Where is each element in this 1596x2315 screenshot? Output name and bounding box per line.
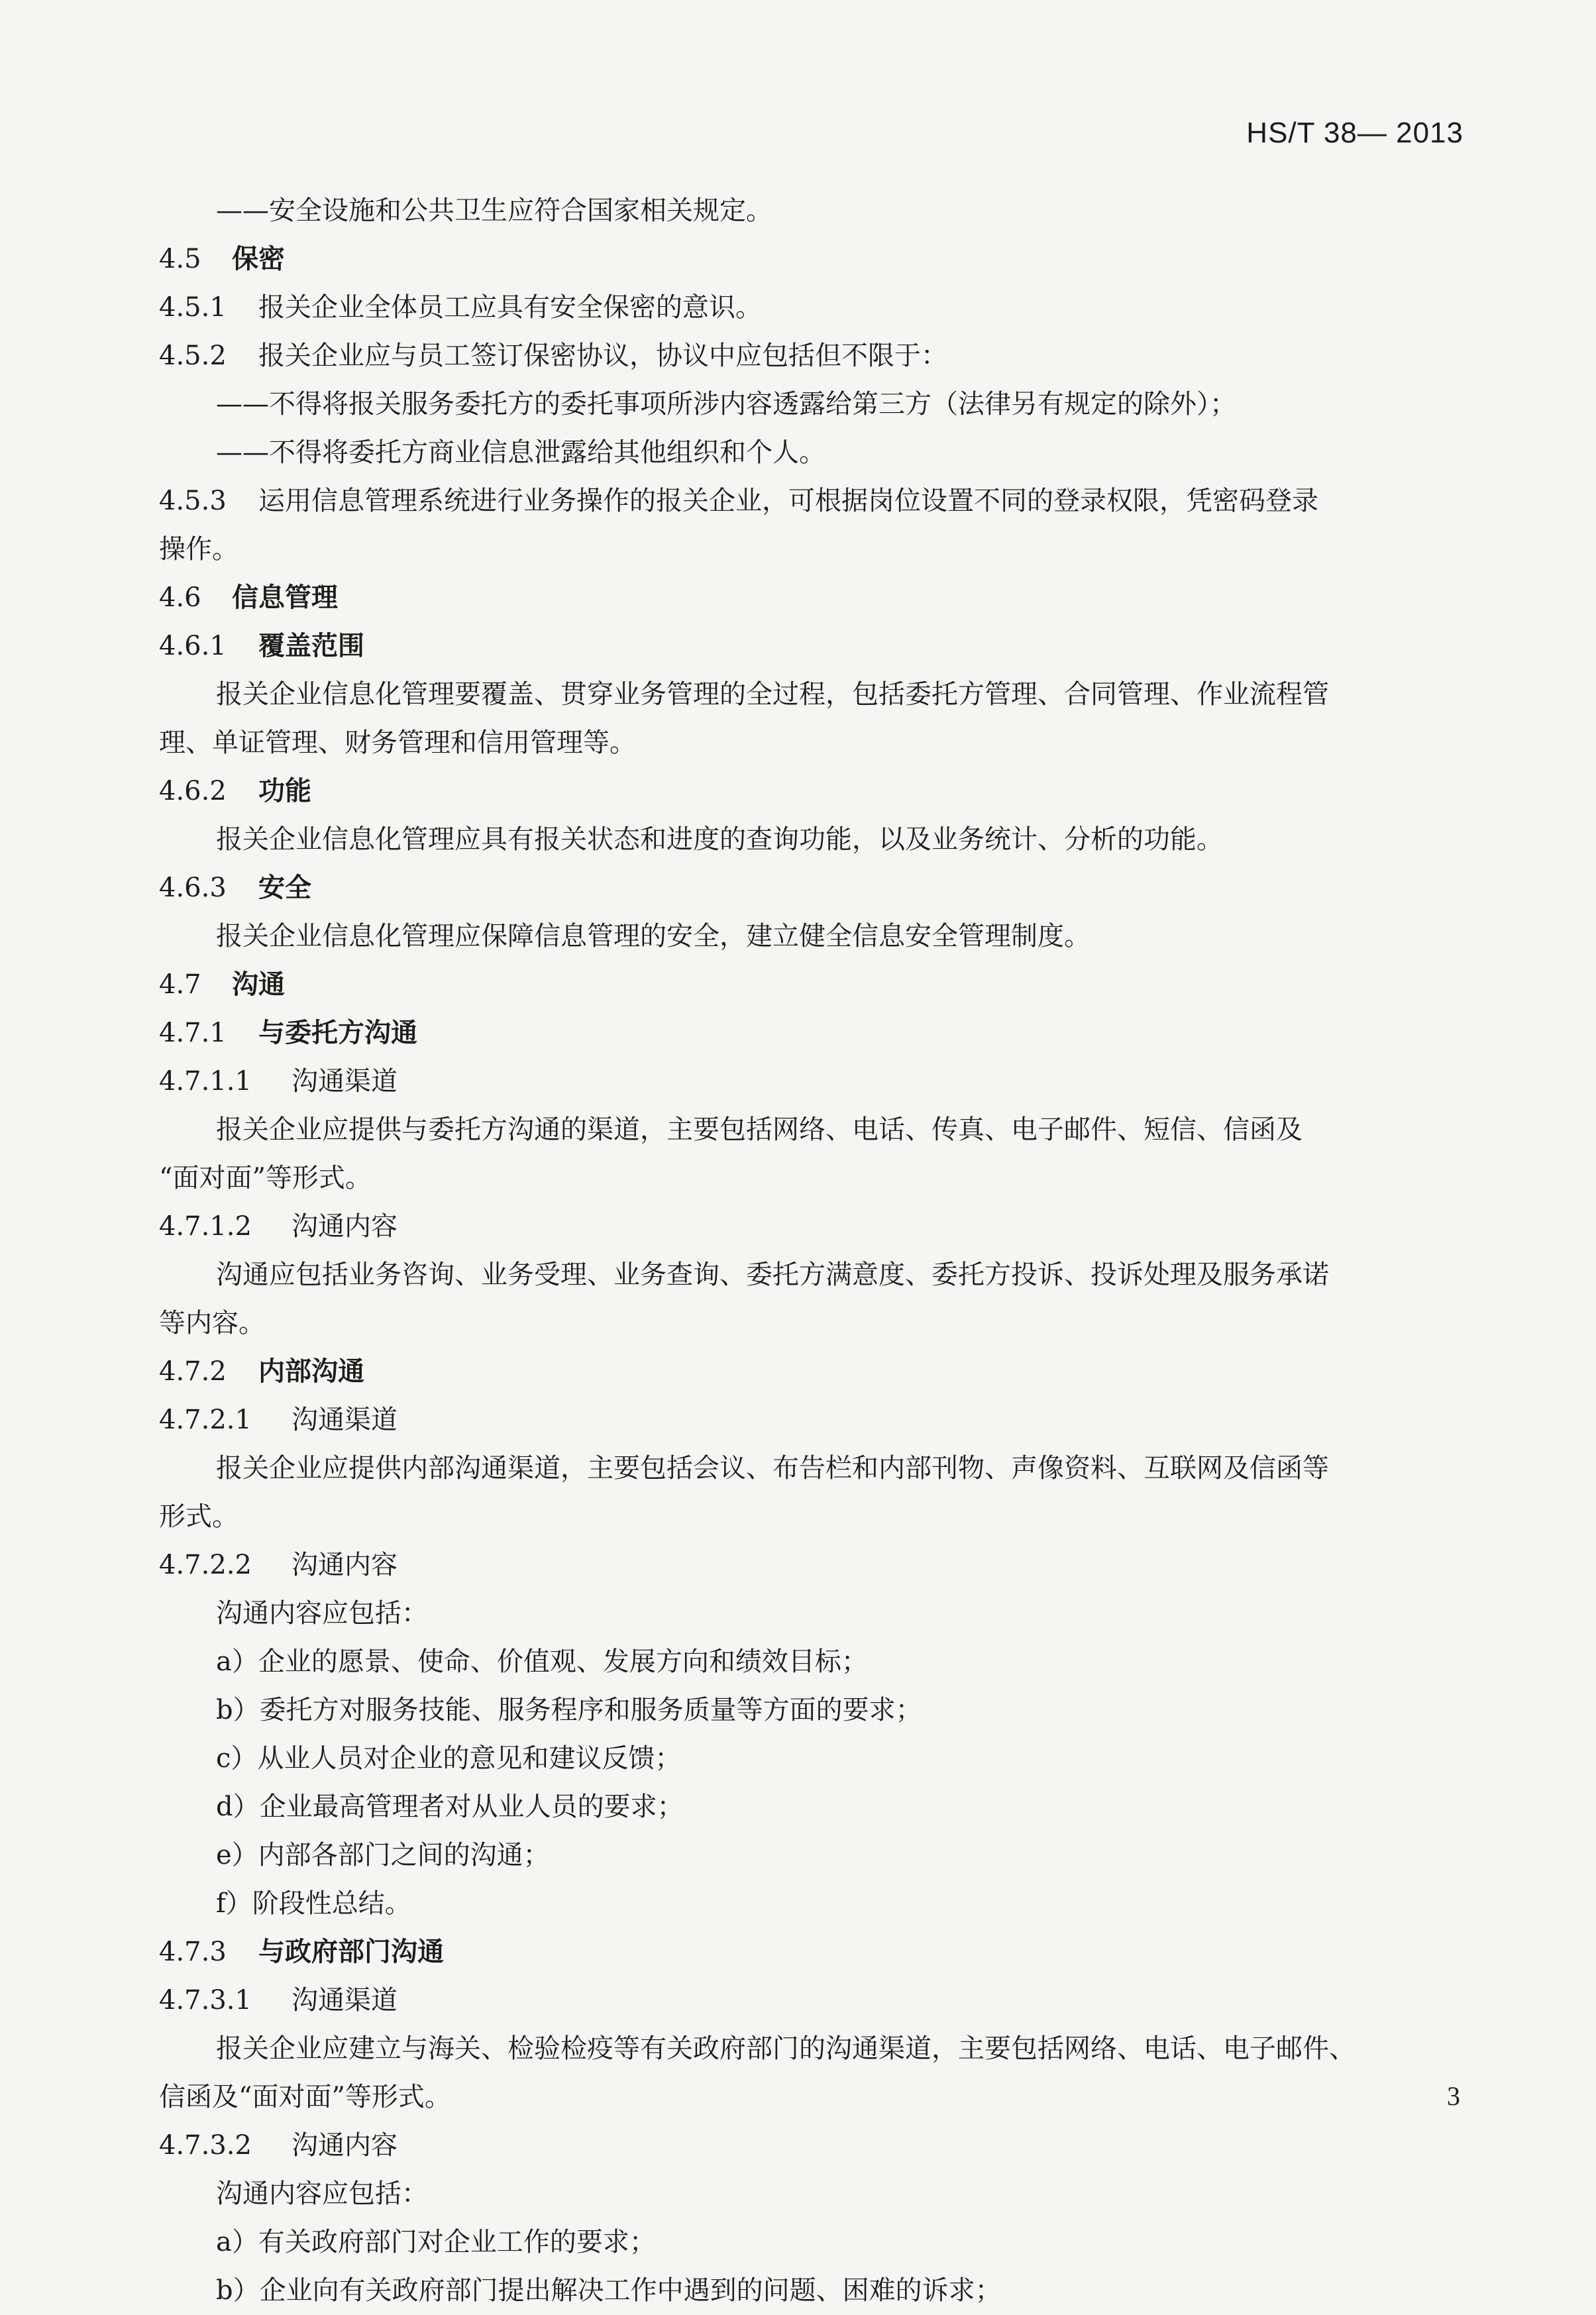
line-text: 内部沟通 [258, 1356, 364, 1387]
line-text: 报关企业应提供内部沟通渠道，主要包括会议、布告栏和内部刊物、声像资料、互联网及信函等 [216, 1453, 1329, 1483]
clause-number: 4.6.3 [159, 873, 227, 903]
clause-heading [159, 332, 1458, 380]
line-text: 等内容。 [159, 1308, 265, 1338]
clause-heading [159, 235, 1458, 284]
clause-number: 4.7.2 [159, 1356, 227, 1387]
line-text: a）企业的愿景、使命、价值观、发展方向和绩效目标； [216, 1646, 868, 1677]
paragraph-line [159, 429, 1458, 477]
line-text: 沟通内容 [292, 1550, 398, 1580]
paragraph-line [159, 2025, 1458, 2073]
line-text: f）阶段性总结。 [216, 1888, 411, 1919]
paragraph-line [159, 2170, 1458, 2218]
clause-heading [159, 1928, 1458, 1976]
line-text: 安全 [258, 873, 311, 903]
clause-number: 4.7.1.2 [159, 1211, 252, 1242]
line-text: 运用信息管理系统进行业务操作的报关企业，可根据岗位设置不同的登录权限，凭密码登录 [258, 486, 1318, 516]
paragraph-line [159, 525, 1458, 574]
clause-number: 4.7.1 [159, 1018, 227, 1048]
clause-heading [159, 477, 1458, 525]
clause-number: 4.7.3 [159, 1937, 227, 1967]
document-body [159, 187, 1458, 2315]
clause-number: 4.5 [159, 244, 201, 274]
line-text: 与政府部门沟通 [258, 1937, 444, 1967]
clause-number: 4.5.1 [159, 292, 227, 323]
line-text: 信函及“面对面”等形式。 [159, 2082, 451, 2112]
line-text: 报关企业全体员工应具有安全保密的意识。 [258, 292, 762, 323]
line-text: 沟通应包括业务咨询、业务受理、业务查询、委托方满意度、委托方投诉、投诉处理及服务承诺 [216, 1260, 1329, 1290]
line-text: d）企业最高管理者对从业人员的要求； [216, 1792, 684, 1822]
clause-heading [159, 622, 1458, 671]
line-text: 形式。 [159, 1501, 239, 1532]
line-text: 信息管理 [232, 582, 338, 613]
clause-heading [159, 1396, 1458, 1444]
line-text: 报关企业信息化管理应具有报关状态和进度的查询功能，以及业务统计、分析的功能。 [216, 824, 1223, 855]
clause-number: 4.5.2 [159, 341, 227, 371]
clause-number: 4.7.1.1 [159, 1066, 252, 1097]
line-text: 报关企业应建立与海关、检验检疫等有关政府部门的沟通渠道，主要包括网络、电话、电子邮件、 [216, 2033, 1356, 2064]
line-text: c）从业人员对企业的意见和建议反馈； [216, 1743, 682, 1774]
paragraph-line [159, 1299, 1458, 1348]
clause-number: 4.6.1 [159, 631, 227, 661]
line-text: “面对面”等形式。 [159, 1163, 372, 1193]
clause-heading [159, 1009, 1458, 1057]
clause-number: 4.5.3 [159, 486, 227, 516]
line-text: b）委托方对服务技能、服务程序和服务质量等方面的要求； [216, 1695, 922, 1725]
line-text: 沟通内容 [292, 1211, 398, 1242]
line-text: a）有关政府部门对企业工作的要求； [216, 2227, 656, 2257]
line-text: b）企业向有关政府部门提出解决工作中遇到的问题、困难的诉求； [216, 2275, 1002, 2306]
line-text: 报关企业信息化管理应保障信息管理的安全，建立健全信息安全管理制度。 [216, 921, 1091, 951]
paragraph-line [159, 1783, 1458, 1831]
paragraph-line [159, 2267, 1458, 2315]
paragraph-line [159, 380, 1458, 429]
paragraph-line [159, 1251, 1458, 1299]
paragraph-line [159, 1154, 1458, 1203]
clause-number: 4.7.3.1 [159, 1985, 252, 2016]
clause-number: 4.6.2 [159, 776, 227, 806]
paragraph-line [159, 2073, 1458, 2122]
paragraph-line [159, 671, 1458, 719]
paragraph-line [159, 1444, 1458, 1493]
line-text: 沟通渠道 [292, 1405, 398, 1435]
clause-number: 4.7.2.1 [159, 1405, 252, 1435]
paragraph-line [159, 1831, 1458, 1880]
line-text: e）内部各部门之间的沟通； [216, 1840, 550, 1870]
paragraph-line [159, 1638, 1458, 1686]
line-text: 与委托方沟通 [258, 1018, 417, 1048]
line-text: 操作。 [159, 534, 239, 565]
paragraph-line [159, 719, 1458, 767]
line-text: 覆盖范围 [258, 631, 364, 661]
line-text: ——不得将报关服务委托方的委托事项所涉内容透露给第三方（法律另有规定的除外）； [216, 389, 1236, 419]
line-text: 沟通 [232, 969, 285, 1000]
clause-heading [159, 1057, 1458, 1106]
page-number: 3 [1447, 2081, 1460, 2111]
line-text: 保密 [232, 244, 285, 274]
paragraph-line [159, 2218, 1458, 2267]
paragraph-line [159, 187, 1458, 235]
paragraph-line [159, 1106, 1458, 1154]
line-text: 沟通渠道 [292, 1985, 398, 2016]
clause-number: 4.7.2.2 [159, 1550, 252, 1580]
line-text: 报关企业信息化管理要覆盖、贯穿业务管理的全过程，包括委托方管理、合同管理、作业流程管 [216, 679, 1329, 710]
line-text: 沟通内容应包括： [216, 2179, 428, 2209]
clause-number: 4.6 [159, 582, 201, 613]
paragraph-line [159, 816, 1458, 864]
line-text: 报关企业应提供与委托方沟通的渠道，主要包括网络、电话、传真、电子邮件、短信、信函及 [216, 1114, 1303, 1145]
clause-heading [159, 1541, 1458, 1589]
line-text: 沟通内容应包括： [216, 1598, 428, 1629]
clause-heading [159, 1203, 1458, 1251]
line-text: 理、单证管理、财务管理和信用管理等。 [159, 727, 636, 758]
paragraph-line [159, 1589, 1458, 1638]
clause-heading [159, 961, 1458, 1009]
clause-number: 4.7.3.2 [159, 2130, 252, 2161]
paragraph-line [159, 912, 1458, 961]
clause-heading [159, 767, 1458, 816]
clause-heading [159, 864, 1458, 912]
line-text: 沟通渠道 [292, 1066, 398, 1097]
paragraph-line [159, 1493, 1458, 1541]
clause-heading [159, 284, 1458, 332]
line-text: ——不得将委托方商业信息泄露给其他组织和个人。 [216, 437, 825, 468]
line-text: 报关企业应与员工签订保密协议，协议中应包括但不限于： [258, 341, 947, 371]
clause-heading [159, 2122, 1458, 2170]
paragraph-line [159, 1735, 1458, 1783]
clause-heading [159, 574, 1458, 622]
line-text: 沟通内容 [292, 2130, 398, 2161]
line-text: 功能 [258, 776, 311, 806]
paragraph-line [159, 1686, 1458, 1735]
clause-heading [159, 1348, 1458, 1396]
clause-heading [159, 1976, 1458, 2025]
clause-number: 4.7 [159, 969, 201, 1000]
document-code-header: HS/T 38— 2013 [1246, 117, 1463, 149]
line-text: ——安全设施和公共卫生应符合国家相关规定。 [216, 195, 772, 226]
paragraph-line [159, 1880, 1458, 1928]
